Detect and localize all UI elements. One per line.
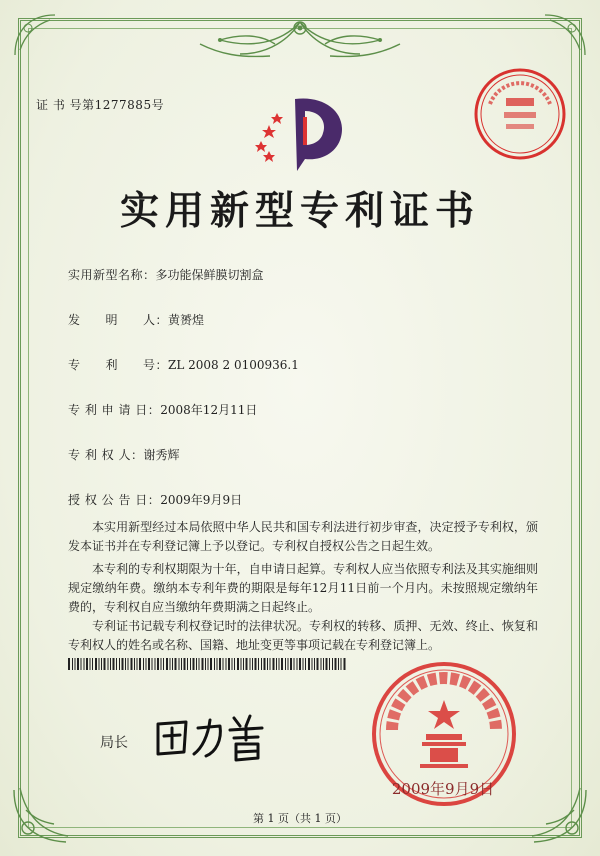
- field-grant-date: [68, 491, 242, 508]
- paragraph-3-block: [68, 617, 538, 655]
- corner-ornament-tr: [540, 10, 590, 60]
- office-seal: [470, 64, 570, 164]
- field-value: 2009年9月9日: [160, 493, 243, 507]
- field-inventor: [68, 311, 204, 328]
- seal-date: 2009年9月9日: [391, 780, 495, 798]
- certificate-title: 实用新型专利证书: [119, 188, 480, 234]
- field-value: 多功能保鲜膜切割盒: [155, 268, 264, 282]
- field-value: 谢秀辉: [143, 448, 180, 462]
- cnipa-logo: [255, 95, 350, 175]
- paragraph: 本实用新型经过本局依照中华人民共和国专利法进行初步审查，决定授予专利权，颁发本证书并在专利登记簿上予以登记。专利权自授权公告之日起生效。: [68, 520, 538, 553]
- barcode: [68, 658, 348, 670]
- field-value: 2008年12月11日: [160, 403, 258, 417]
- field-label: 实用新型名称：: [68, 268, 156, 282]
- field-utility-model-name: [68, 266, 264, 283]
- paragraph-2-block: [68, 560, 538, 617]
- certificate-number: 证 书 号第1277885号: [36, 98, 165, 112]
- field-label: 专 利 申 请 日：: [68, 403, 161, 417]
- paragraph: 专利证书记载专利权登记时的法律状况。专利权的转移、质押、无效、终止、恢复和专利权人的姓名或名称、国籍、地址变更等事项记载在专利登记簿上。: [68, 619, 538, 652]
- field-patentee: [68, 446, 179, 463]
- field-application-date: [68, 401, 257, 418]
- field-label: 授 权 公 告 日：: [68, 493, 161, 507]
- signature: [150, 706, 280, 766]
- field-label: 专 利 号：: [68, 358, 169, 372]
- field-label: 发 明 人：: [68, 313, 169, 327]
- field-label: 专 利 权 人：: [68, 448, 144, 462]
- field-value: ZL 2008 2 0100936.1: [168, 358, 299, 372]
- field-patent-number: [68, 356, 299, 373]
- paragraph: 本专利的专利权期限为十年，自申请日起算。专利权人应当依照专利法及其实施细则规定缴纳年费。缴纳本专利年费的期限是每年12月11日前一个月内。未按照规定缴纳年费的，专利权自应当缴纳年费期满之日起终止。: [68, 562, 538, 614]
- corner-ornament-tl: [10, 10, 60, 60]
- director-label: 局长: [100, 735, 128, 751]
- top-ornament: [180, 14, 420, 64]
- field-value: 黄赟煌: [168, 313, 205, 327]
- page-footer: 第 1 页（共 1 页）: [253, 812, 347, 825]
- paragraph-1-block: [68, 518, 538, 556]
